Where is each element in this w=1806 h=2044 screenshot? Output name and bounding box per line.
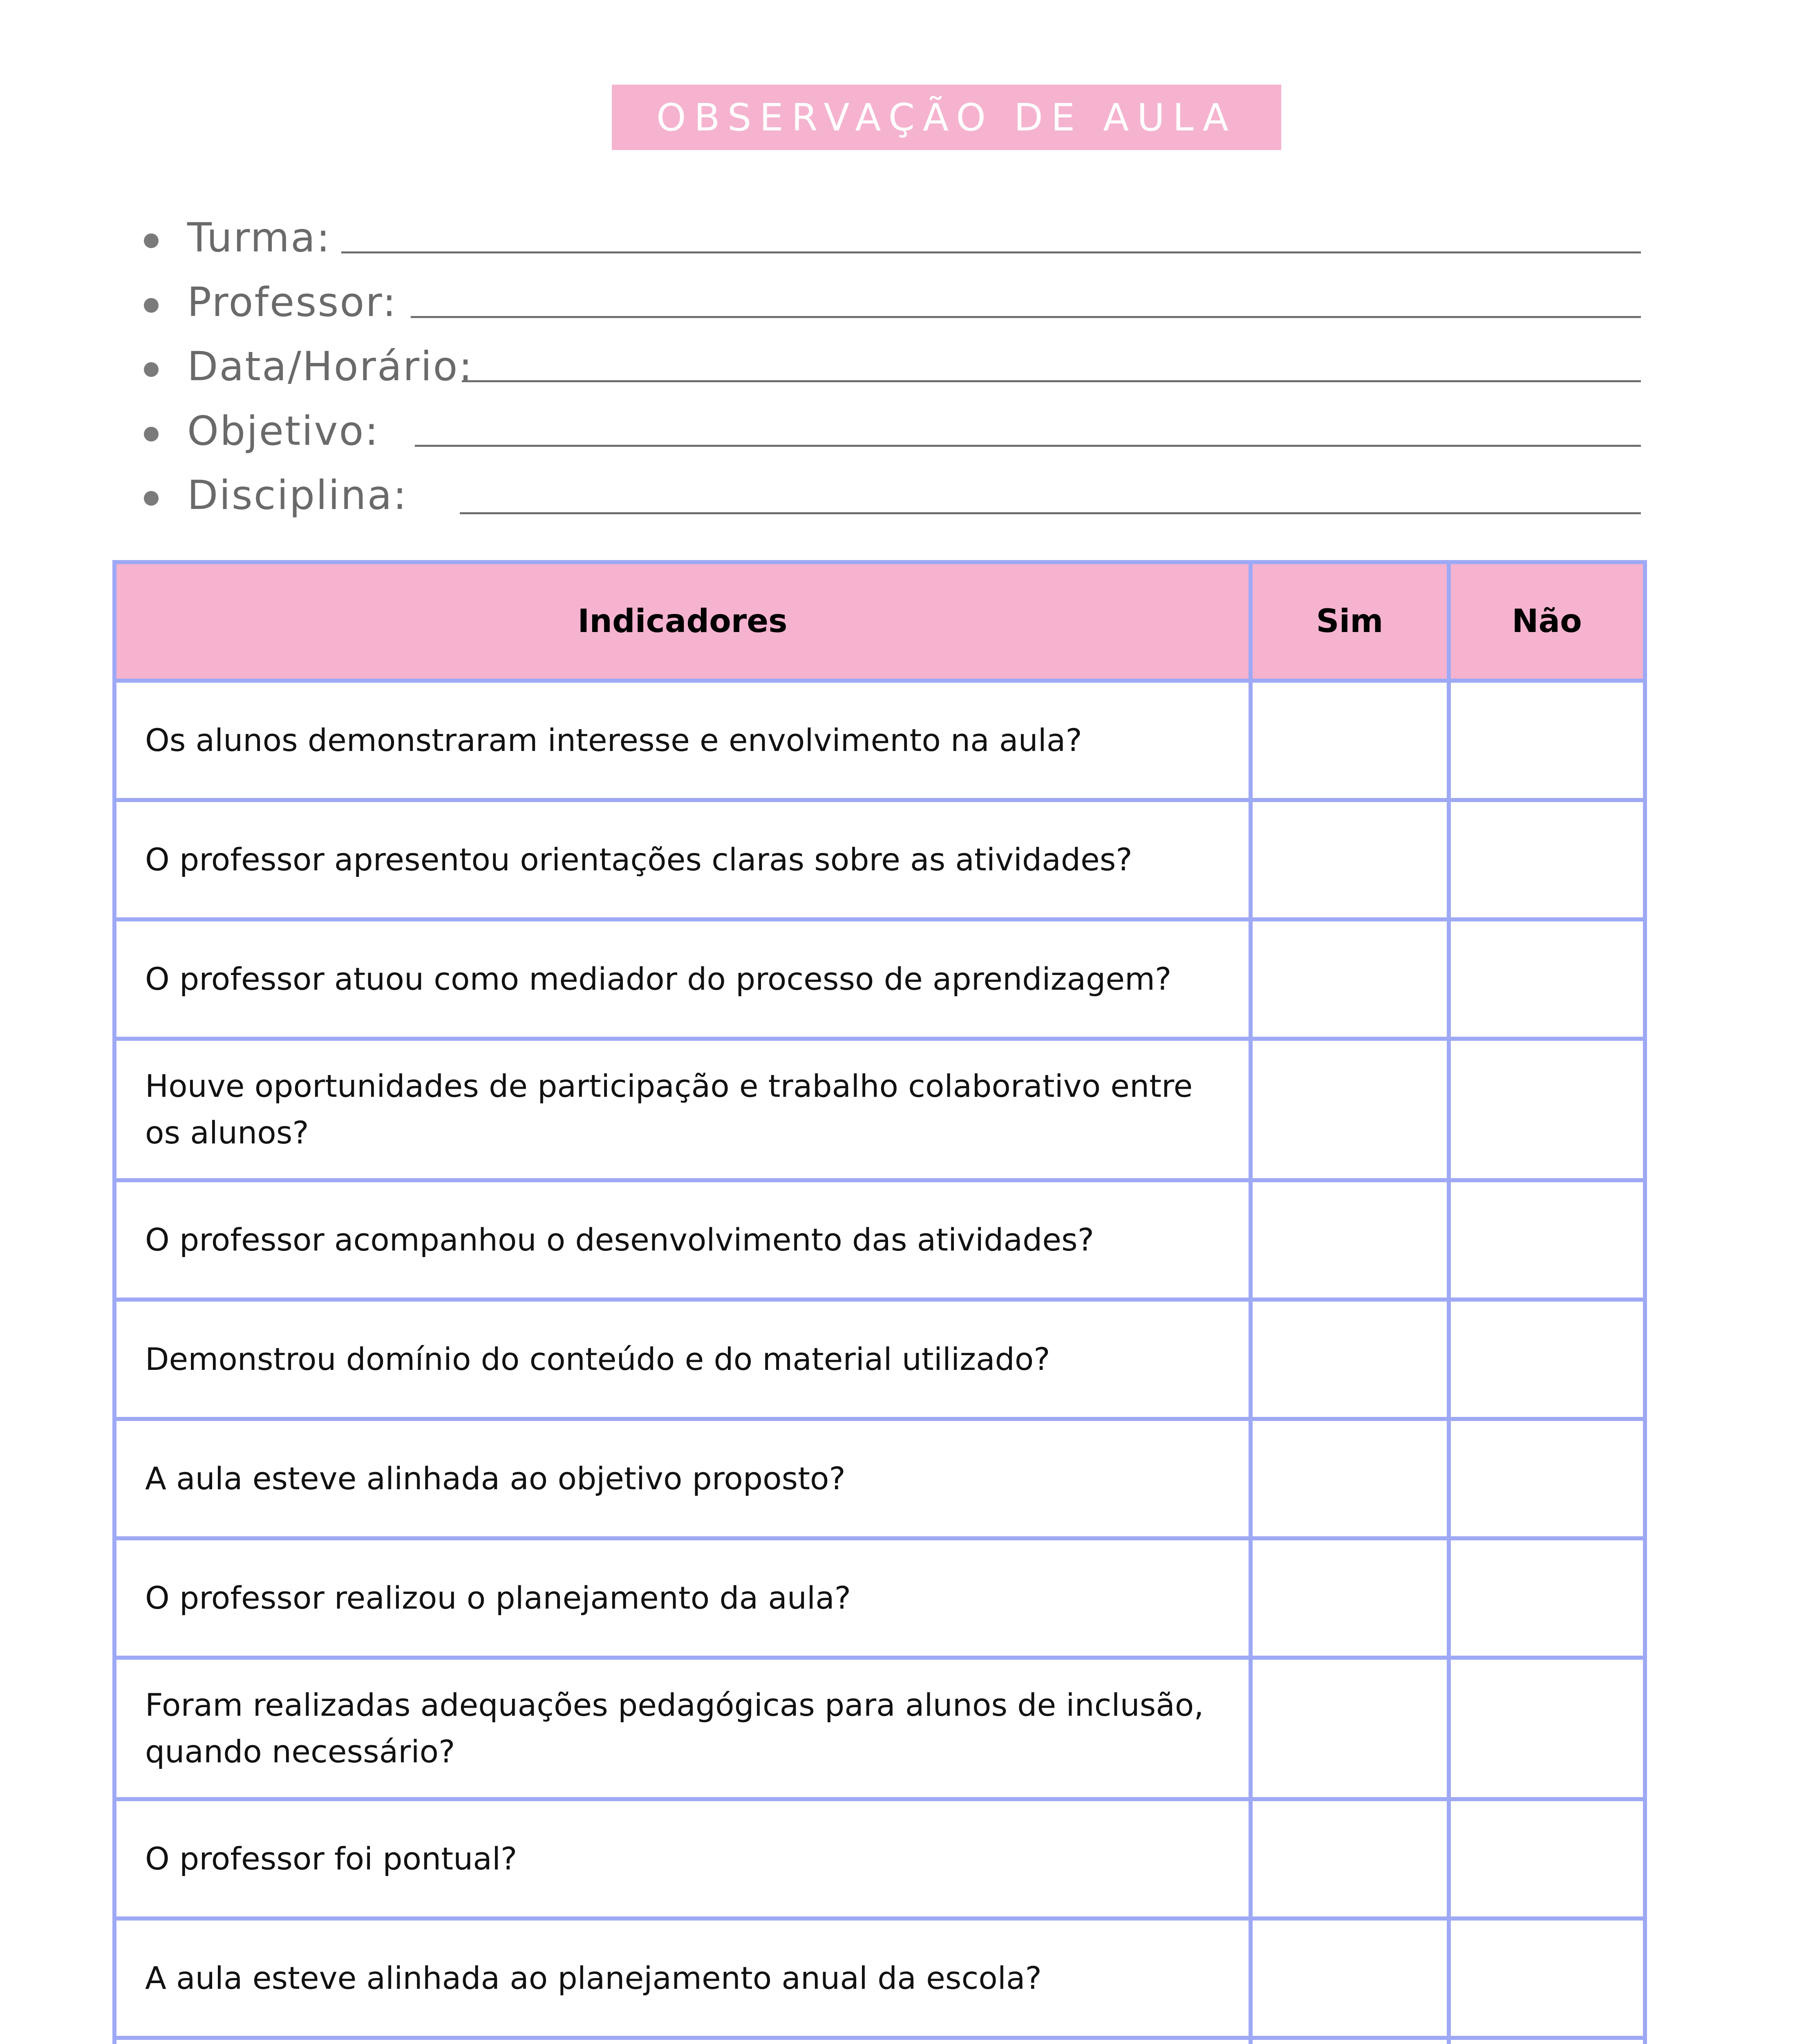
field-data-horario [139, 335, 1651, 397]
professor-input-line[interactable] [411, 316, 1641, 318]
header-sim: Sim [1251, 562, 1449, 681]
sim-checkbox-cell[interactable] [1251, 800, 1449, 919]
sim-checkbox-cell[interactable] [1251, 1419, 1449, 1538]
indicator-text: Os alunos demonstraram interesse e envolvimento na aula? [114, 681, 1251, 800]
bullet-icon [144, 427, 159, 442]
table-row [114, 1180, 1645, 1300]
bullet-icon [144, 491, 159, 506]
field-disciplina [139, 464, 1651, 525]
sim-checkbox-cell[interactable] [1251, 1799, 1449, 1918]
title-banner [612, 85, 1281, 150]
sim-checkbox-cell[interactable] [1251, 1039, 1449, 1180]
indicator-text: O professor apresentou orientações claras sobre as atividades? [114, 800, 1251, 919]
bullet-icon [144, 233, 159, 248]
field-label: Objetivo: [187, 408, 380, 455]
nao-checkbox-cell[interactable] [1449, 1300, 1645, 1419]
disciplina-input-line[interactable] [460, 512, 1641, 514]
table-row [114, 800, 1645, 919]
indicator-text: A aula esteve alinhada ao planejamento anual da escola? [114, 1918, 1251, 2038]
nao-checkbox-cell[interactable] [1449, 919, 1645, 1039]
field-turma [139, 206, 1651, 268]
field-objetivo [139, 400, 1651, 461]
table-row [114, 2038, 1645, 2044]
field-label: Turma: [187, 215, 331, 261]
sim-checkbox-cell[interactable] [1251, 681, 1449, 800]
indicator-text: Demonstrou domínio do conteúdo e do material utilizado? [114, 1300, 1251, 1419]
turma-input-line[interactable] [341, 251, 1641, 253]
nao-checkbox-cell[interactable] [1449, 1180, 1645, 1300]
indicator-text: A aula esteve alinhada ao objetivo proposto? [114, 1419, 1251, 1538]
nao-checkbox-cell[interactable] [1449, 1658, 1645, 1799]
objetivo-input-line[interactable] [415, 445, 1641, 447]
indicator-text: O professor realizou o planejamento da aula? [114, 1538, 1251, 1658]
nao-checkbox-cell[interactable] [1449, 1538, 1645, 1658]
field-professor [139, 271, 1651, 332]
table-row [114, 1039, 1645, 1180]
nao-checkbox-cell[interactable] [1449, 1039, 1645, 1180]
indicator-text: O professor foi pontual? [114, 1799, 1251, 1918]
table-row [114, 1538, 1645, 1658]
nao-checkbox-cell[interactable] [1449, 1918, 1645, 2038]
indicator-text: O professor atuou como mediador do processo de aprendizagem? [114, 919, 1251, 1039]
data-horario-input-line[interactable] [462, 380, 1641, 382]
table-row [114, 1419, 1645, 1538]
nao-checkbox-cell[interactable] [1449, 1799, 1645, 1918]
table-row [114, 919, 1645, 1039]
page-title: OBSERVAÇÃO DE AULA [656, 95, 1237, 139]
table-row [114, 1658, 1645, 1799]
table-row [114, 1799, 1645, 1918]
nao-checkbox-cell[interactable] [1449, 800, 1645, 919]
indicator-text: O professor acompanhou o desenvolvimento das atividades? [114, 1180, 1251, 1300]
indicators-table [112, 560, 1647, 2044]
header-nao: Não [1449, 562, 1645, 681]
table-header-row [114, 562, 1645, 681]
sim-checkbox-cell[interactable] [1251, 919, 1449, 1039]
sim-checkbox-cell[interactable] [1251, 1180, 1449, 1300]
field-label: Professor: [187, 279, 397, 326]
table-row [114, 681, 1645, 800]
bullet-icon [144, 298, 159, 313]
indicator-text: Foram realizadas adequações pedagógicas para alunos de inclusão, quando necessário? [114, 1658, 1251, 1799]
field-label: Disciplina: [187, 472, 408, 519]
sim-checkbox-cell[interactable] [1251, 1300, 1449, 1419]
nao-checkbox-cell[interactable] [1449, 2038, 1645, 2044]
indicator-text: Houve oportunidades de participação e trabalho colaborativo entre os alunos? [114, 1039, 1251, 1180]
sim-checkbox-cell[interactable] [1251, 1658, 1449, 1799]
nao-checkbox-cell[interactable] [1449, 1419, 1645, 1538]
header-indicadores: Indicadores [114, 562, 1251, 681]
sim-checkbox-cell[interactable] [1251, 1918, 1449, 2038]
bullet-icon [144, 362, 159, 377]
table-row [114, 1300, 1645, 1419]
sim-checkbox-cell[interactable] [1251, 2038, 1449, 2044]
sim-checkbox-cell[interactable] [1251, 1538, 1449, 1658]
table-row [114, 1918, 1645, 2038]
field-label: Data/Horário: [187, 343, 474, 390]
nao-checkbox-cell[interactable] [1449, 681, 1645, 800]
indicator-text [114, 2038, 1251, 2044]
